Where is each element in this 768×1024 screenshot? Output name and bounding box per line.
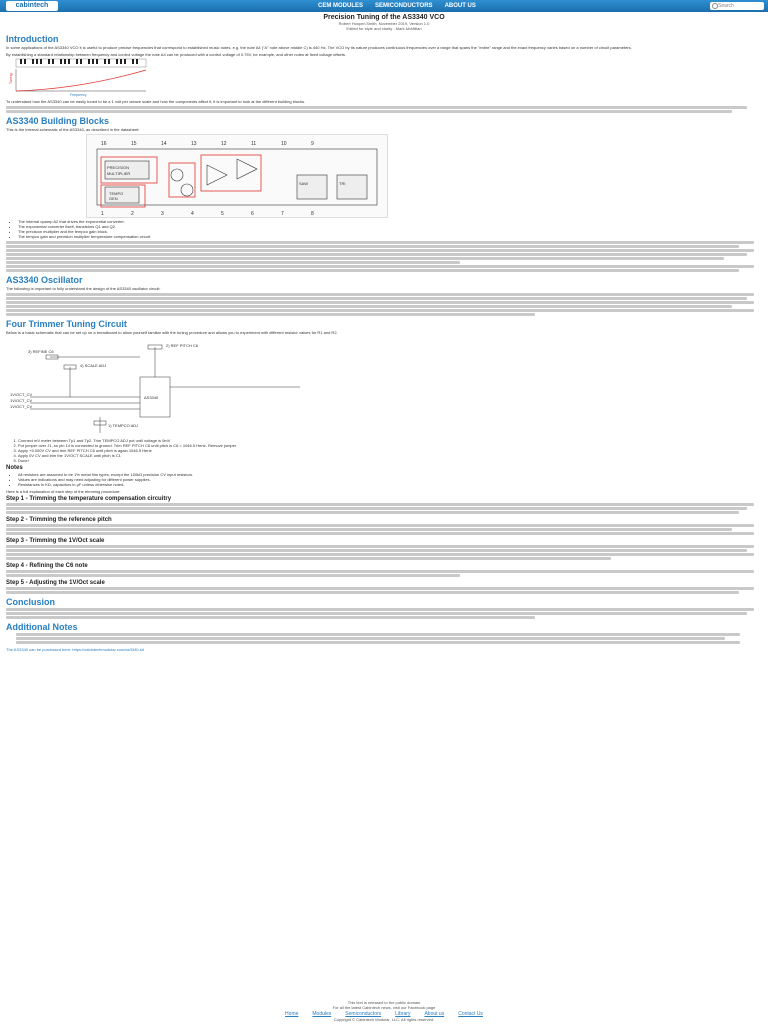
- keyboard-graphic: [16, 59, 146, 67]
- ref-pitch-label: 2) REF PITCH C6: [166, 343, 199, 348]
- search-icon: [712, 3, 718, 9]
- article-title: Precision Tuning of the AS3340 VCO: [323, 14, 445, 21]
- figure-x-axis-label: Frequency: [70, 93, 87, 97]
- article-byline: Robert Hooper-Smith, November 2019, Version 1.0: [338, 21, 430, 26]
- svg-text:11: 11: [251, 141, 257, 147]
- list-item: 3. Apply +5.000V CV and trim REF PITCH C6 until pitch is again 1046.5 Hertz: [18, 448, 762, 453]
- intro-paragraph-3: To understand how the AS3340 can be easily tuned to be a 1 volt per octave scale and how the components affect it, it is important to look at the different building blocks.: [6, 99, 306, 104]
- section-additional-notes: Additional Notes: [6, 622, 78, 632]
- nav-cem-modules[interactable]: CEM MODULES: [318, 3, 363, 9]
- svg-text:GEN: GEN: [109, 196, 118, 201]
- footer-license: This text is released to the public domain: [347, 1000, 421, 1005]
- step-5-heading: Step 5 - Adjusting the 1V/Oct scale: [6, 580, 105, 586]
- section-conclusion: Conclusion: [6, 597, 55, 607]
- step-1-heading: Step 1 - Trimming the temperature compensation circuitry: [6, 496, 172, 502]
- list-item: • The exponential converter itself, transistors Q1 and Q2.: [18, 224, 762, 229]
- footer-nav-contact[interactable]: Contact Us: [458, 1011, 483, 1017]
- footer-nav-modules[interactable]: Modules: [312, 1011, 332, 1017]
- step-3-heading: Step 3 - Trimming the 1V/Oct scale: [6, 538, 105, 544]
- article-header: [6, 14, 762, 31]
- intro-paragraph-2: By establishing a standard relationship between frequency and control voltage the note A4 can be produced with a control voltage of 0.75V, for example, and other notes at fixed voltage offsets.: [6, 52, 346, 57]
- step-2-heading: Step 2 - Trimming the reference pitch: [6, 517, 112, 523]
- footer-nav-semiconductors[interactable]: Semiconductors: [345, 1011, 382, 1017]
- list-item: • Values are indications and may need adjusting for different power supplies.: [18, 477, 762, 482]
- svg-text:TRI: TRI: [339, 181, 346, 186]
- svg-text:12: 12: [221, 141, 227, 147]
- article-editor: Edited for style and clarity - Mark McMillan: [346, 26, 422, 31]
- scale-label: 4) SCALE ADJ: [80, 363, 107, 368]
- page-footer: [6, 1000, 762, 1024]
- trim-steps-list: [18, 438, 762, 463]
- four-trimmer-intro: Below is a basic schematic that can be set up on a breadboard to allow yourself familiar with the tuning procedure and allows you to experiment with different resistor values for R1 and R2.: [6, 330, 338, 335]
- svg-text:15: 15: [131, 141, 137, 147]
- nav-semiconductors[interactable]: SEMICONDUCTORS: [375, 3, 433, 9]
- footer-nav-library[interactable]: Library: [395, 1011, 411, 1017]
- footer-facebook[interactable]: For all the latest Cabintech news, visit our Facebook page: [332, 1005, 436, 1010]
- svg-text:1: 1: [101, 211, 104, 217]
- search-input[interactable]: [710, 2, 764, 10]
- svg-text:4: 4: [191, 211, 194, 217]
- cv-input-1: 1V/OCT_CV: [10, 392, 33, 397]
- notes-heading: Notes: [6, 465, 23, 471]
- list-item: 1. Connect mV meter between Tp1 and Tp2. Trim TEMPCO ADJ pot until voltage is 0mV: [18, 438, 762, 443]
- svg-text:10: 10: [281, 141, 287, 147]
- figure-y-axis-label: Tuning: [9, 73, 13, 84]
- list-item: • The tempco gain and precision multiplier temperature compensation circuit.: [18, 234, 762, 239]
- four-trimmer-schematic: [10, 337, 310, 437]
- section-four-trimmer: Four Trimmer Tuning Circuit: [6, 319, 127, 329]
- section-building-blocks: AS3340 Building Blocks: [6, 116, 110, 126]
- step-4-heading: Step 4 - Refining the C6 note: [6, 563, 88, 569]
- list-item: • All resistors are assumed to be 1% metal film types, except the 100kΩ precision CV input resistors.: [18, 472, 762, 477]
- svg-text:5: 5: [221, 211, 224, 217]
- list-item: 4. Apply 0V CV and trim the 1V/OCT SCALE until pitch is C1: [18, 453, 762, 458]
- list-item: • Resistances in KΩ, capacitors in μF unless otherwise noted.: [18, 482, 762, 487]
- nav-about-us[interactable]: ABOUT US: [444, 3, 476, 9]
- footer-nav-about[interactable]: About us: [424, 1011, 445, 1017]
- purchase-link[interactable]: The AS3340 can be purchased here: https://cabintechmodular.com/as3340-kit: [6, 647, 144, 652]
- svg-text:8: 8: [311, 211, 314, 217]
- svg-text:16: 16: [101, 141, 107, 147]
- list-item: • The internal opamp A2 that drives the exponential converter.: [18, 219, 762, 224]
- section-introduction: Introduction: [6, 34, 59, 44]
- footer-copyright: Copyright © Cabintech Modular, LLC. All rights reserved.: [333, 1017, 435, 1022]
- svg-text:SAW: SAW: [299, 181, 308, 186]
- section-oscillator: AS3340 Oscillator: [6, 275, 83, 285]
- article: [6, 12, 762, 1024]
- list-item: • The precision multiplier and the tempco gain block.: [18, 229, 762, 234]
- search-placeholder: Search: [718, 3, 734, 9]
- svg-text:MULTIPLIER: MULTIPLIER: [107, 171, 131, 176]
- notes-list: [18, 472, 762, 487]
- svg-text:13: 13: [191, 141, 197, 147]
- intro-paragraph-1: In some applications of the AS3340 VCO it is useful to produce precise frequencies that correspond to established music notes, e.g. the note A4 ("A" note above middle C) is 440 Hz. The VCO by its nature produces continuous frequencies over a range that spans the "entire" range and the exact frequency varies based on a number of circuit parameters.: [6, 45, 632, 50]
- refine-label: 3) REFINE C6: [28, 349, 54, 354]
- as3340-internal-schematic: [86, 134, 388, 218]
- cv-input-3: 1V/OCT_CV: [10, 404, 33, 409]
- svg-text:PRECISION: PRECISION: [107, 165, 130, 170]
- svg-text:TEMPO: TEMPO: [109, 191, 124, 196]
- footer-nav-home[interactable]: Home: [285, 1011, 299, 1017]
- tuning-curve: [16, 70, 146, 91]
- cabintech-logo[interactable]: cabintech: [6, 1, 58, 11]
- cv-input-2: 1V/OCT_CV: [10, 398, 33, 403]
- list-item: 2. Put jumper over J1, so pin 14 is connected to ground. Trim REF PITCH C6 until pitch is C6 = 1046.5 Hertz. Remove jumper: [18, 443, 762, 448]
- top-nav: [318, 0, 476, 12]
- top-bar: [0, 0, 768, 12]
- svg-text:9: 9: [311, 141, 314, 147]
- tuning-frequency-figure: [10, 59, 150, 97]
- svg-text:3: 3: [161, 211, 164, 217]
- svg-text:7: 7: [281, 211, 284, 217]
- svg-text:6: 6: [251, 211, 254, 217]
- list-item: 5. Done!: [18, 458, 762, 463]
- building-blocks-list: [18, 219, 762, 239]
- svg-text:2: 2: [131, 211, 134, 217]
- svg-text:14: 14: [161, 141, 167, 147]
- tempco-label: 1) TEMPCO ADJ: [108, 423, 139, 428]
- building-blocks-intro: This is the internal schematic of the AS3340, as described in the datasheet:: [6, 127, 140, 132]
- explanation-intro: Here is a full explanation of each step of the trimming procedure:: [6, 489, 121, 494]
- chip-label: AS3340: [144, 395, 159, 400]
- oscillator-intro: The following is important to fully understand the design of the AS3340 oscillator circuit:: [6, 286, 161, 291]
